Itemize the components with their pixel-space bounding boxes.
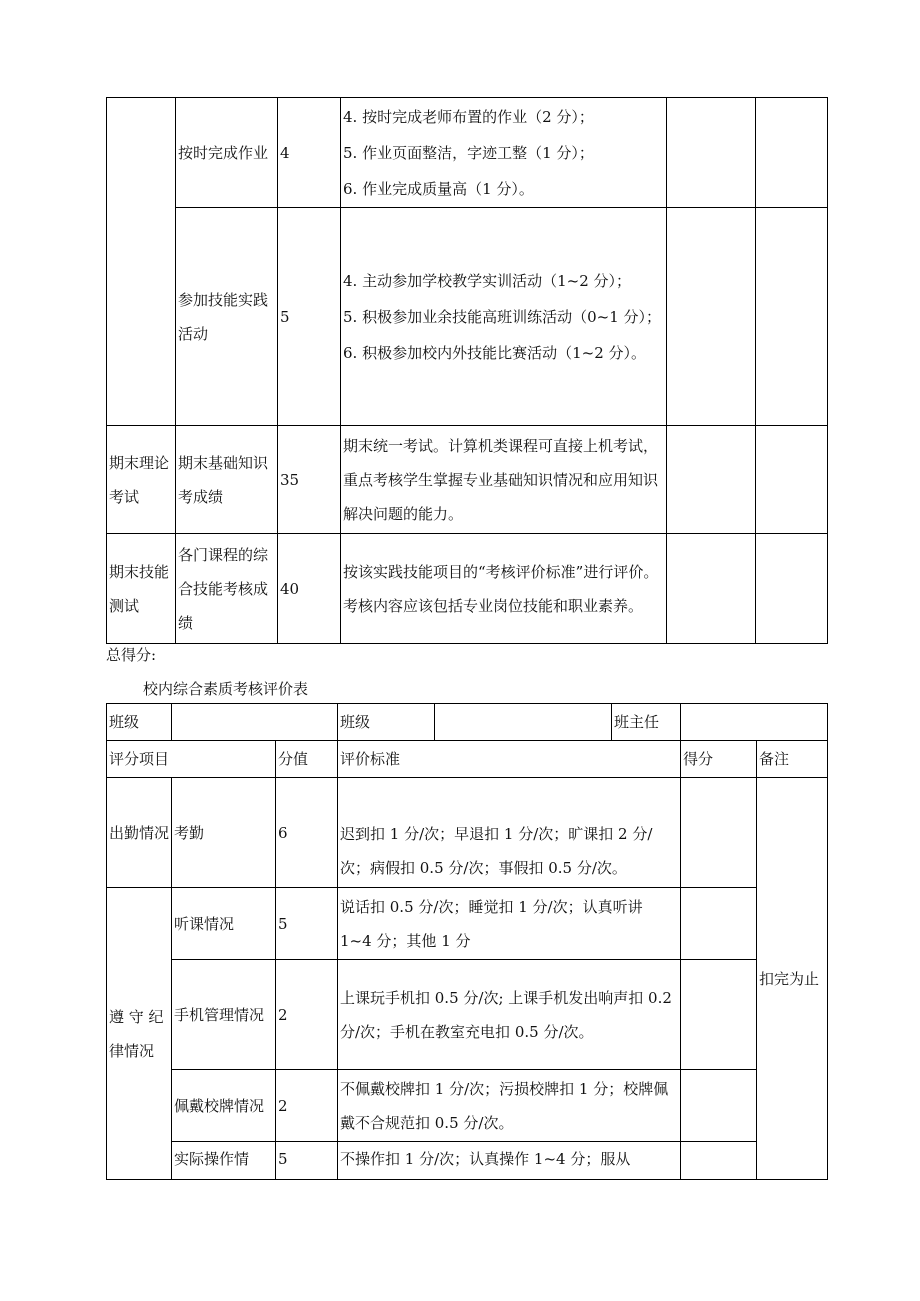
- table-row: [107, 208, 828, 426]
- category-cell: [107, 778, 172, 888]
- score-cell: [278, 98, 341, 208]
- item-text: 期末基础知识考成绩: [178, 453, 269, 506]
- criteria-line: 4. 按时完成老师布置的作业（2 分）；: [343, 107, 594, 126]
- criteria-cell: [341, 426, 667, 534]
- item-cell: [172, 960, 276, 1070]
- class-value-cell[interactable]: [172, 704, 338, 741]
- category-cell: [107, 534, 176, 644]
- score-input-cell[interactable]: [667, 534, 756, 644]
- category-text: 遵 守 纪律情况: [109, 1007, 164, 1060]
- score-text: 2: [278, 1005, 288, 1024]
- criteria-text: 不佩戴校牌扣 1 分/次；污损校牌扣 1 分；校牌佩戴不合规范扣 0.5 分/次。: [340, 1079, 669, 1132]
- criteria-cell: [338, 960, 681, 1070]
- header-cell: [276, 741, 338, 778]
- category-cell: [107, 888, 172, 1180]
- criteria-text: 迟到扣 1 分/次；早退扣 1 分/次；旷课扣 2 分/次；病假扣 0.5 分/次；事假扣 0.5 分/次。: [340, 825, 653, 877]
- item-cell: [176, 98, 278, 208]
- score-input-cell[interactable]: [681, 1142, 757, 1180]
- score-input-cell[interactable]: [667, 208, 756, 426]
- item-text: 参加技能实践活动: [178, 290, 269, 343]
- table-row: [107, 704, 828, 741]
- remark-text: 扣完为止: [759, 969, 820, 988]
- header-cell: [681, 741, 757, 778]
- evaluation-table-2: [106, 703, 828, 1180]
- score-text: 5: [278, 914, 288, 933]
- criteria-cell: [341, 208, 667, 426]
- score-cell: [276, 1142, 338, 1180]
- class-label: 班级: [109, 713, 140, 731]
- score-text: 5: [278, 1150, 288, 1168]
- class-label-cell: [338, 704, 435, 741]
- header-cell: [107, 741, 276, 778]
- score-text: 35: [280, 470, 300, 489]
- score-cell: [278, 208, 341, 426]
- header-text: 评分项目: [109, 750, 170, 768]
- criteria-cell: [341, 98, 667, 208]
- item-text: 手机管理情况: [174, 1005, 265, 1024]
- item-cell: [172, 1142, 276, 1180]
- score-cell: [276, 888, 338, 960]
- criteria-text: 说话扣 0.5 分/次；睡觉扣 1 分/次；认真听讲 1~4 分；其他 1 分: [340, 897, 643, 950]
- criteria-line: 4. 主动参加学校教学实训活动（1~2 分）；: [343, 271, 632, 290]
- criteria-text: 不操作扣 1 分/次；认真操作 1~4 分；服从: [340, 1150, 631, 1168]
- score-text: 6: [278, 823, 288, 842]
- score-input-cell[interactable]: [681, 888, 757, 960]
- criteria-line: 6. 积极参加校内外技能比赛活动（1~2 分）。: [343, 343, 647, 362]
- table-row: [107, 1070, 828, 1142]
- criteria-text: 期末统一考试。计算机类课程可直接上机考试，重点考核学生掌握专业基础知识情况和应用知识解决问题的能力。: [343, 436, 659, 523]
- table2-title: 校内综合素质考核评价表: [143, 680, 309, 698]
- remark-cell[interactable]: [756, 426, 828, 534]
- table-row: [107, 534, 828, 644]
- item-text: 按时完成作业: [178, 143, 269, 162]
- item-text: 考勤: [174, 823, 205, 842]
- criteria-cell: [338, 888, 681, 960]
- item-text: 各门课程的综合技能考核成绩: [178, 545, 269, 632]
- teacher-value-cell[interactable]: [681, 704, 828, 741]
- category-text: 出勤情况: [109, 823, 170, 842]
- score-cell: [276, 778, 338, 888]
- item-cell: [172, 1070, 276, 1142]
- score-input-cell[interactable]: [667, 426, 756, 534]
- score-text: 5: [280, 307, 290, 326]
- score-input-cell[interactable]: [681, 778, 757, 888]
- criteria-line: 5. 积极参加业余技能高班训练活动（0~1 分）；: [343, 307, 662, 326]
- table-row: [107, 98, 828, 208]
- category-cell: [107, 98, 176, 426]
- table-row: [107, 426, 828, 534]
- class-label-cell: [107, 704, 172, 741]
- teacher-label-cell: [612, 704, 681, 741]
- criteria-line: 5. 作业页面整洁，字迹工整（1 分）；: [343, 143, 594, 162]
- score-input-cell[interactable]: [681, 960, 757, 1070]
- item-cell: [176, 208, 278, 426]
- remark-cell[interactable]: [756, 534, 828, 644]
- remark-cell: [757, 778, 828, 1180]
- table-row: [107, 888, 828, 960]
- teacher-label: 班主任: [614, 713, 660, 731]
- item-cell: [172, 778, 276, 888]
- criteria-cell: [341, 534, 667, 644]
- remark-cell[interactable]: [756, 98, 828, 208]
- header-text: 得分: [683, 750, 714, 768]
- header-cell: [338, 741, 681, 778]
- item-cell: [172, 888, 276, 960]
- table-row: [107, 1142, 828, 1180]
- item-cell: [176, 426, 278, 534]
- item-text: 佩戴校牌情况: [174, 1096, 265, 1115]
- class-label: 班级: [340, 713, 371, 731]
- criteria-text: 按该实践技能项目的“考核评价标准”进行评价。考核内容应该包括专业岗位技能和职业素养。: [343, 562, 659, 615]
- score-cell: [276, 1070, 338, 1142]
- score-cell: [276, 960, 338, 1070]
- table-row: [107, 960, 828, 1070]
- evaluation-table-1: [106, 97, 828, 644]
- score-text: 2: [278, 1096, 288, 1115]
- criteria-text: 上课玩手机扣 0.5 分/次; 上课手机发出响声扣 0.2 分/次；手机在教室充电扣 0.5 分/次。: [340, 988, 672, 1041]
- table-row: [107, 741, 828, 778]
- category-text: 期末技能测试: [109, 562, 170, 615]
- item-text: 听课情况: [174, 914, 235, 933]
- class-value-cell[interactable]: [435, 704, 612, 741]
- score-cell: [278, 426, 341, 534]
- criteria-cell: [338, 1142, 681, 1180]
- category-text: 期末理论考试: [109, 453, 170, 506]
- total-score-label: 总得分:: [106, 646, 157, 664]
- score-input-cell[interactable]: [667, 98, 756, 208]
- score-text: 40: [280, 579, 300, 598]
- header-text: 评价标准: [340, 750, 401, 768]
- header-text: 备注: [759, 750, 790, 768]
- header-text: 分值: [278, 750, 309, 768]
- score-cell: [278, 534, 341, 644]
- score-text: 4: [280, 143, 290, 162]
- criteria-cell: [338, 1070, 681, 1142]
- item-cell: [176, 534, 278, 644]
- remark-cell[interactable]: [756, 208, 828, 426]
- score-input-cell[interactable]: [681, 1070, 757, 1142]
- criteria-cell: [338, 778, 681, 888]
- header-cell: [757, 741, 828, 778]
- category-cell: [107, 426, 176, 534]
- criteria-line: 6. 作业完成质量高（1 分）。: [343, 179, 534, 198]
- table-row: [107, 778, 828, 888]
- item-text: 实际操作情: [174, 1150, 250, 1168]
